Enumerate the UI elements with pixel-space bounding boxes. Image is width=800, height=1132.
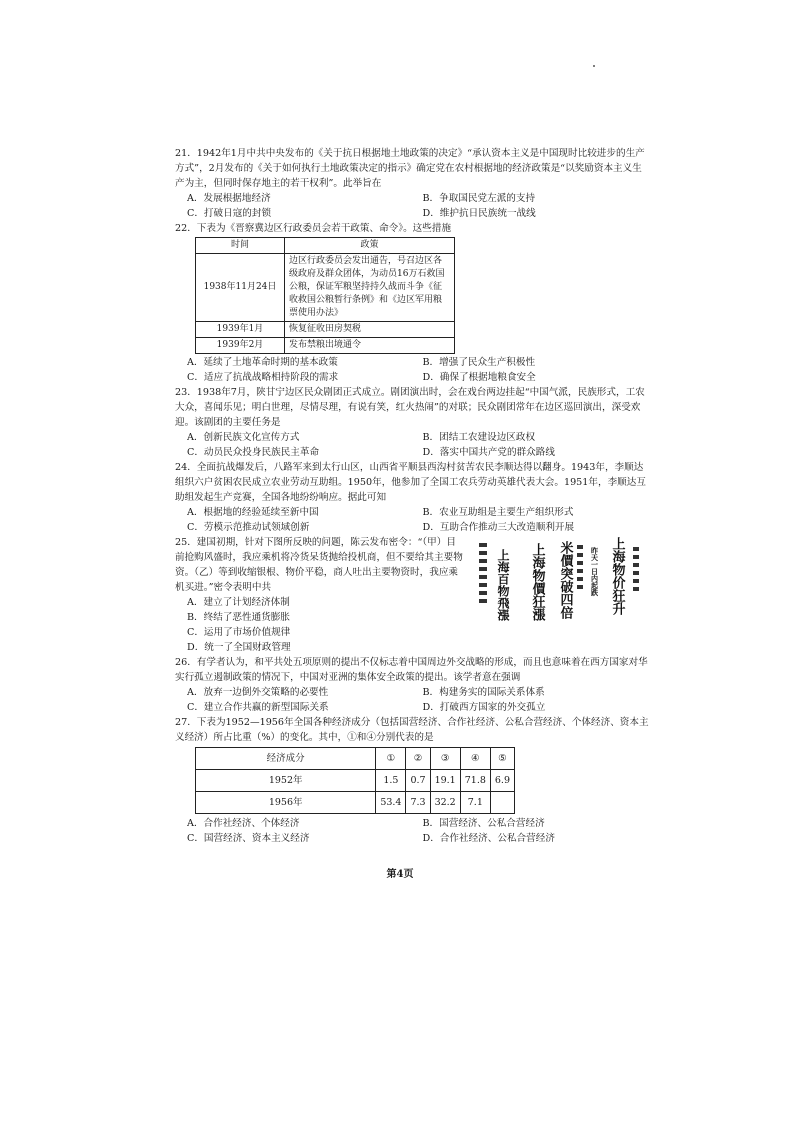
cell: 7.3: [406, 792, 430, 814]
cell: 1.5: [376, 770, 406, 792]
question-23-stem: 23．1938年7月，陕甘宁边区民众剧团正式成立。剧团演出时，会在戏台两边挂起“中国气派，民族形式，工农大众，喜闻乐见；明白世理，尽情尽理，有说有笑，红火热闹”的对联；民众剧团常年在边区巡回演出，深受欢迎。该剧团的主要任务是: [175, 387, 645, 428]
header-policy: 政策: [285, 238, 455, 254]
option-b[interactable]: B．团结工农建设边区政权: [422, 432, 536, 443]
question-25-stem: 25．建国初期，针对下图所反映的问题，陈云发布密令：“（甲）目前抢购风盛时，我应乘机将冷货呆货抛给投机商，但不要给其主要物资。（乙）等到收缩银根、物价平稳，商人吐出主要物资时，我应乘机买进。”密令表明中共: [175, 537, 463, 593]
question-27-stem: 27．下表为1952—1956年全国各种经济成分（包括国营经济、合作社经济、公私合营经济、个体经济、资本主义经济）所占比重（%）的变化。其中，①和④分别代表的是: [175, 717, 649, 743]
option-d[interactable]: D．统一了全国财政管理: [187, 642, 291, 653]
option-b[interactable]: B．农业互助组是主要生产组织形式: [422, 507, 574, 518]
row-policy: 边区行政委员会发出通告，号召边区各级政府及群众团体，为动员16万石救国公粮，保证军粮坚持持久战而斗争《征收救国公粮暂行条例》和《边区军用粮票使用办法》: [285, 254, 455, 322]
option-d[interactable]: D．确保了根据地粮食安全: [422, 372, 536, 383]
option-a[interactable]: A．延续了土地革命时期的基本政策: [187, 357, 338, 368]
clipping-headline-3: 米價突破四倍: [557, 541, 573, 619]
option-d[interactable]: D．打破西方国家的外交孤立: [422, 702, 546, 713]
cell: 0.7: [406, 770, 430, 792]
option-c[interactable]: C．动员民众投身民族民主革命: [187, 447, 320, 458]
question-21-options: [175, 191, 650, 221]
option-a[interactable]: A．发展根据地经济: [187, 193, 271, 204]
cell: 6.9: [490, 770, 514, 792]
question-21: [175, 146, 650, 221]
question-24: [175, 460, 650, 535]
question-25: [175, 535, 650, 655]
clipping-headline-2: 上海物價狂漲: [529, 543, 545, 621]
cell: 71.8: [460, 770, 490, 792]
row-time: 1939年1月: [196, 322, 285, 338]
option-b[interactable]: B．构建务实的国际关系体系: [422, 687, 545, 698]
table-header-row: [196, 238, 455, 254]
option-b[interactable]: B．争取国民党左派的支持: [422, 193, 536, 204]
option-d[interactable]: D．维护抗日民族统一战线: [422, 208, 536, 219]
option-c[interactable]: C．劳模示范推动试领域创新: [187, 522, 310, 533]
question-24-options: [175, 505, 650, 535]
question-22-stem: 22．下表为《晋察冀边区行政委员会若干政策、命令》。这些措施: [175, 223, 452, 234]
question-21-stem: 21．1942年1月中共中央发布的《关于抗日根据地土地政策的决定》“承认资本主义是中国现时比较进步的生产方式”，2月发布的《关于如何执行土地政策决定的指示》确定党在农村根据地的经济政策是“以奖励资本主义生产为主，但同时保存地主的若干权利”。此举旨在: [175, 148, 645, 189]
option-a[interactable]: A．合作社经济、个体经济: [187, 818, 300, 829]
row-time: 1939年2月: [196, 338, 285, 354]
cell: 19.1: [430, 770, 460, 792]
table-row: [196, 338, 455, 354]
cell: [490, 792, 514, 814]
question-24-stem: 24．全面抗战爆发后，八路军来到太行山区，山西省平顺县西沟村贫苦农民李顺达得以翻身。1943年，李顺达组织六户贫困农民成立农业劳动互助组。1950年，他参加了全国工农兵劳动英雄代表大会。1951年，李顺达互助组发起生产竞赛，全国各地纷纷响应。据此可知: [175, 462, 646, 503]
question-27: [175, 715, 650, 846]
table-row: [196, 322, 455, 338]
policy-table: [195, 237, 455, 354]
option-d[interactable]: D．互助合作推动三大改造顺利开展: [422, 522, 575, 533]
question-26-stem: 26．有学者认为，和平共处五项原则的提出不仅标志着中国周边外交战略的形成，而且也意味着在西方国家对华实行孤立遏制政策的情况下，中国对亚洲的集体安全政策的提出。该学者意在强调: [175, 657, 648, 683]
question-22: [175, 221, 650, 385]
page-number: 第4页: [386, 869, 414, 880]
option-c[interactable]: C．国营经济、资本主义经济: [187, 833, 310, 844]
table-row: [196, 792, 515, 814]
option-a[interactable]: A．放弃一边倒外交策略的必要性: [187, 687, 329, 698]
question-list: [175, 146, 650, 846]
column-3: ③: [430, 748, 460, 770]
option-a[interactable]: A．根据地的经验延续至新中国: [187, 507, 319, 518]
option-c[interactable]: C．适应了抗战战略相持阶段的需求: [187, 372, 339, 383]
header-time: 时间: [196, 238, 285, 254]
cell: 53.4: [376, 792, 406, 814]
option-a[interactable]: A．创新民族文化宣传方式: [187, 432, 300, 443]
option-a[interactable]: A．建立了计划经济体制: [187, 597, 290, 608]
table-row: [196, 770, 515, 792]
cell: 7.1: [460, 792, 490, 814]
option-c[interactable]: C．建立合作共赢的新型国际关系: [187, 702, 329, 713]
option-d[interactable]: D．落实中国共产党的群众路线: [422, 447, 555, 458]
option-b[interactable]: B．终结了恶性通货膨胀: [187, 612, 290, 623]
option-b[interactable]: B．国营经济、公私合营经济: [422, 818, 545, 829]
column-2: ②: [406, 748, 430, 770]
column-5: ⑤: [490, 748, 514, 770]
table-row: [196, 254, 455, 322]
question-23: [175, 385, 650, 460]
header-label: 经济成分: [196, 748, 376, 770]
clipping-headline-4: 上海物价狂升: [609, 537, 625, 615]
cell: 32.2: [430, 792, 460, 814]
row-label: 1952年: [196, 770, 376, 792]
column-4: ④: [460, 748, 490, 770]
economy-share-table: [195, 747, 515, 814]
row-label: 1956年: [196, 792, 376, 814]
option-d[interactable]: D．合作社经济、公私合营经济: [422, 833, 555, 844]
scan-speck: [593, 65, 595, 67]
option-c[interactable]: C．打破日寇的封锁: [187, 208, 272, 219]
question-23-options: [175, 430, 650, 460]
clipping-headline-1: 上海百物飛漲: [496, 549, 510, 621]
question-27-options: [175, 816, 650, 846]
option-b[interactable]: B．增强了民众生产积极性: [422, 357, 536, 368]
question-26-options: [175, 685, 650, 715]
option-c[interactable]: C．运用了市场价值规律: [187, 627, 291, 638]
question-26: [175, 655, 650, 715]
column-1: ①: [376, 748, 406, 770]
question-25-options: [175, 595, 467, 655]
row-time: 1938年11月24日: [196, 254, 285, 322]
newspaper-clipping-image: [477, 535, 652, 630]
row-policy: 恢复征收田房契税: [285, 322, 455, 338]
row-policy: 发布禁粮出境通令: [285, 338, 455, 354]
clipping-subhead: 昨天一日内起跌: [590, 547, 600, 596]
question-22-options: [175, 355, 650, 385]
table-header-row: [196, 748, 515, 770]
